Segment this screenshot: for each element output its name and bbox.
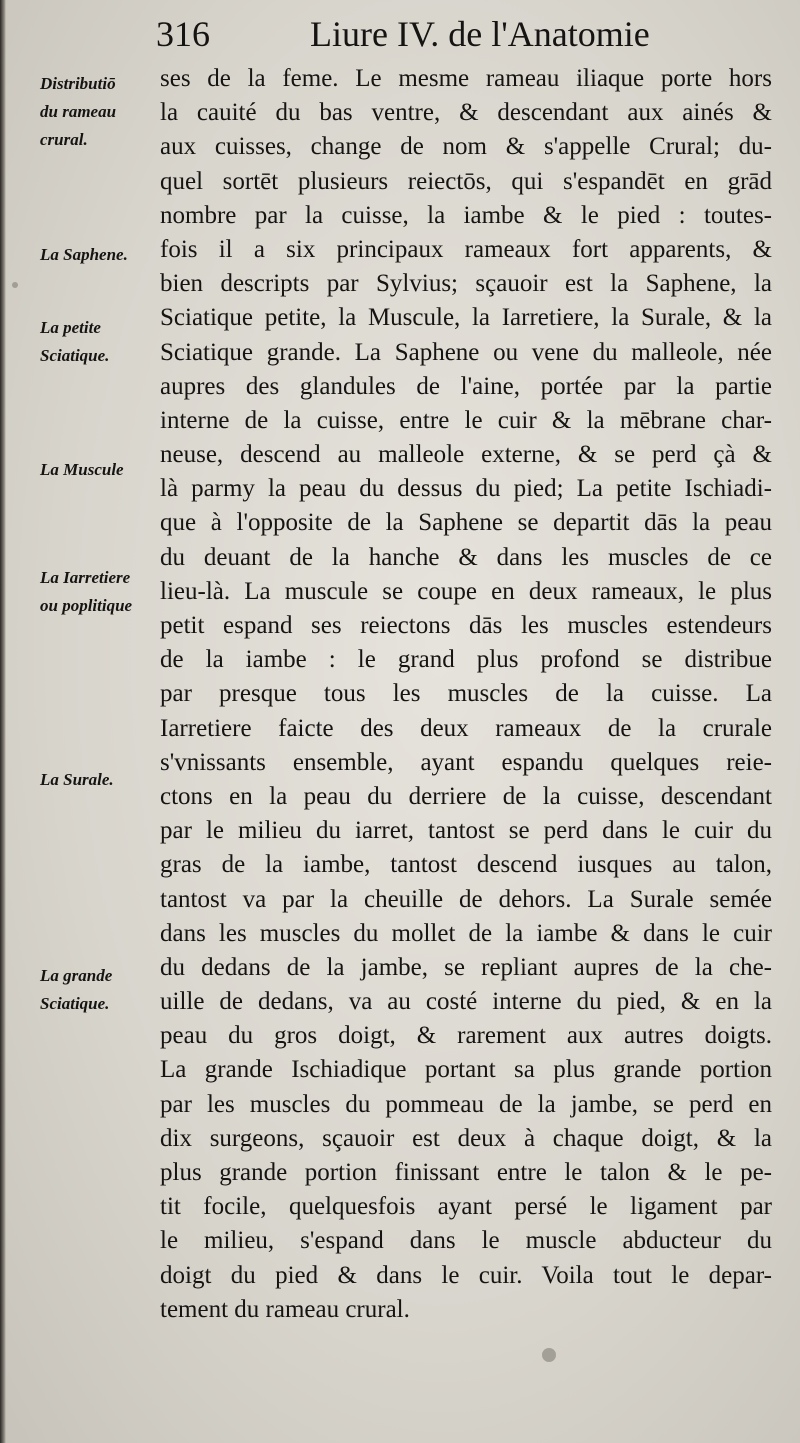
running-header bbox=[150, 6, 790, 62]
margin-note: La Saphene. bbox=[40, 245, 128, 264]
text-line: petit espand ses reiectons dās les muscles estendeurs bbox=[160, 612, 772, 639]
text-line: dix surgeons, sçauoir est deux à chaque doigt, & la bbox=[160, 1124, 772, 1152]
margin-note: La petite Sciatique. bbox=[40, 318, 110, 365]
text-line: le milieu, s'espand dans le muscle abducteur du bbox=[160, 1227, 772, 1255]
text-line: La grande Ischiadique portant sa plus grande portion bbox=[160, 1056, 772, 1084]
text-line: du deuant de la hanche & dans les muscles de ce bbox=[160, 543, 772, 571]
text-line: interne de la cuisse, entre le cuir & la mēbrane char- bbox=[160, 406, 772, 434]
text-line: tantost va par la cheuille de dehors. La Surale semée bbox=[160, 885, 772, 913]
text-line: de la iambe : le grand plus profond se distribue bbox=[160, 646, 772, 674]
running-title: Liure IV. de l'Anatomie bbox=[310, 14, 650, 54]
body-text bbox=[160, 62, 772, 1327]
text-line: Sciatique petite, la Muscule, la Iarretiere, la Surale, & la bbox=[160, 304, 772, 332]
margin-note: La grande Sciatique. bbox=[40, 966, 113, 1013]
text-line: aux cuisses, change de nom & s'appelle Crural; du- bbox=[160, 133, 772, 161]
text-line: dans les muscles du mollet de la iambe & dans le cuir bbox=[160, 919, 772, 947]
text-line: uille de dedans, va au costé interne du pied, & en la bbox=[160, 988, 772, 1016]
text-line: plus grande portion finissant entre le talon & le pe- bbox=[160, 1159, 772, 1186]
text-line: lieu-là. La muscule se coupe en deux rameaux, le plus bbox=[160, 577, 772, 605]
margin-note: La Iarretiere ou poplitique bbox=[40, 568, 133, 615]
ink-smudge bbox=[542, 1348, 556, 1362]
text-line: nombre par la cuisse, la iambe & le pied : toutes- bbox=[160, 201, 772, 229]
page-edge-shadow bbox=[0, 0, 6, 1443]
text-line: bien descripts par Sylvius; sçauoir est la Saphene, la bbox=[160, 270, 772, 298]
margin-note: La Muscule bbox=[40, 460, 124, 479]
margin-note: Distributiō du rameau crural. bbox=[40, 74, 117, 149]
text-line: par presque tous les muscles de la cuisse. La bbox=[160, 680, 772, 708]
text-line: fois il a six principaux rameaux fort apparents, & bbox=[160, 235, 772, 263]
text-line: quel sortēt plusieurs reiectōs, qui s'espandēt en grād bbox=[160, 167, 772, 195]
text-line: gras de la iambe, tantost descend iusques au talon, bbox=[160, 851, 772, 879]
text-line: que à l'opposite de la Saphene se departit dās la peau bbox=[160, 509, 772, 537]
text-line: s'vnissants ensemble, ayant espandu quelques reie- bbox=[160, 748, 772, 776]
text-line: ctons en la peau du derriere de la cuisse, descendant bbox=[160, 782, 772, 810]
page-number: 316 bbox=[156, 14, 210, 54]
text-line: neuse, descend au malleole externe, & se perd çà & bbox=[160, 441, 772, 469]
ink-speck bbox=[12, 282, 18, 288]
text-line: peau du gros doigt, & rarement aux autres doigts. bbox=[160, 1022, 772, 1050]
text-line: Iarretiere faicte des deux rameaux de la crurale bbox=[160, 714, 772, 742]
text-line: tement du rameau crural. bbox=[160, 1295, 410, 1323]
text-line: doigt du pied & dans le cuir. Voila tout le depar- bbox=[160, 1261, 772, 1289]
text-line: par le milieu du iarret, tantost se perd dans le cuir du bbox=[160, 817, 772, 845]
text-line: la cauité du bas ventre, & descendant aux ainés & bbox=[160, 99, 772, 127]
text-line: tit focile, quelquesfois ayant persé le ligament par bbox=[160, 1193, 772, 1221]
text-line: par les muscles du pommeau de la jambe, se perd en bbox=[160, 1090, 772, 1118]
text-line: là parmy la peau du dessus du pied; La petite Ischiadi- bbox=[160, 475, 772, 503]
margin-note: La Surale. bbox=[40, 770, 114, 789]
text-line: du dedans de la jambe, se repliant aupres de la che- bbox=[160, 953, 772, 981]
text-line: aupres des glandules de l'aine, portée par la partie bbox=[160, 372, 772, 400]
text-line: Sciatique grande. La Saphene ou vene du malleole, née bbox=[160, 338, 772, 366]
text-line: ses de la feme. Le mesme rameau iliaque porte hors bbox=[160, 65, 772, 92]
